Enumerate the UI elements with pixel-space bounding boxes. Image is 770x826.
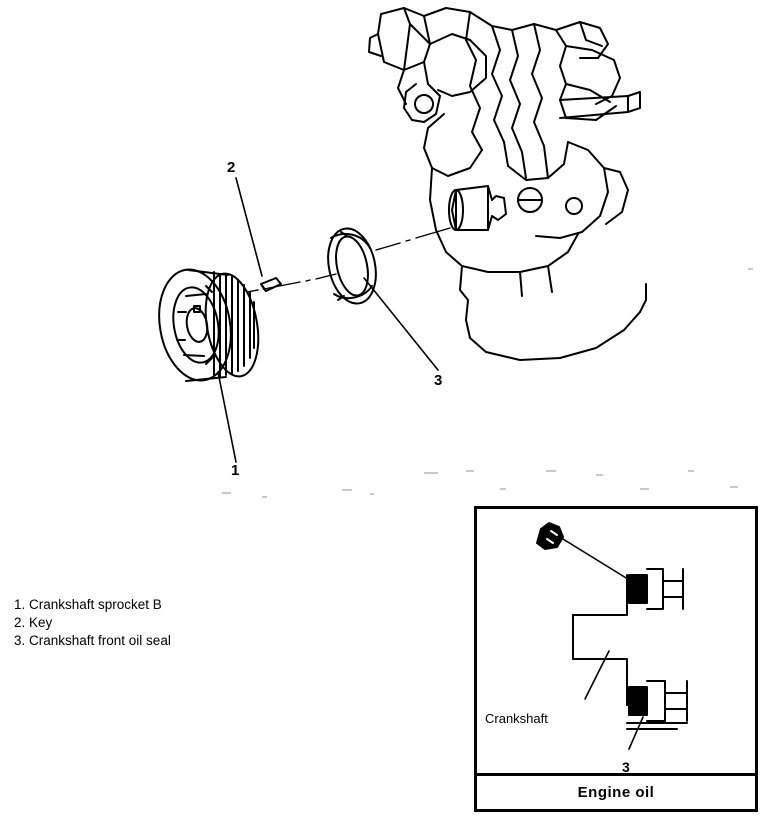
inset-crankshaft-label: Crankshaft [485,711,548,726]
callout-3: 3 [434,372,443,389]
oil-seal-section-illustration [477,509,755,771]
scan-speckle [640,488,649,490]
scan-speckle [342,489,352,491]
callout-2: 2 [227,159,236,176]
scan-speckle [424,472,438,474]
scan-speckle [748,268,753,270]
scan-speckle [222,492,231,494]
legend-item-3: 3. Crankshaft front oil seal [14,633,171,648]
scan-speckle [370,493,374,495]
inset-caption-text: Engine oil [577,784,655,801]
parts-legend [14,596,314,650]
scan-speckle [500,488,506,490]
scan-speckle [688,470,694,472]
legend-item-2: 2. Key [14,615,53,630]
legend-item-1: 1. Crankshaft sprocket B [14,597,162,612]
scan-speckle [262,496,267,498]
scan-speckle [546,470,556,472]
callout-1: 1 [231,462,240,479]
inset-detail-panel [474,506,758,812]
scan-speckle [596,474,603,476]
scan-speckle [730,486,738,488]
inset-callout-3: 3 [622,759,630,775]
scan-speckle [466,470,474,472]
inset-caption [477,773,755,809]
